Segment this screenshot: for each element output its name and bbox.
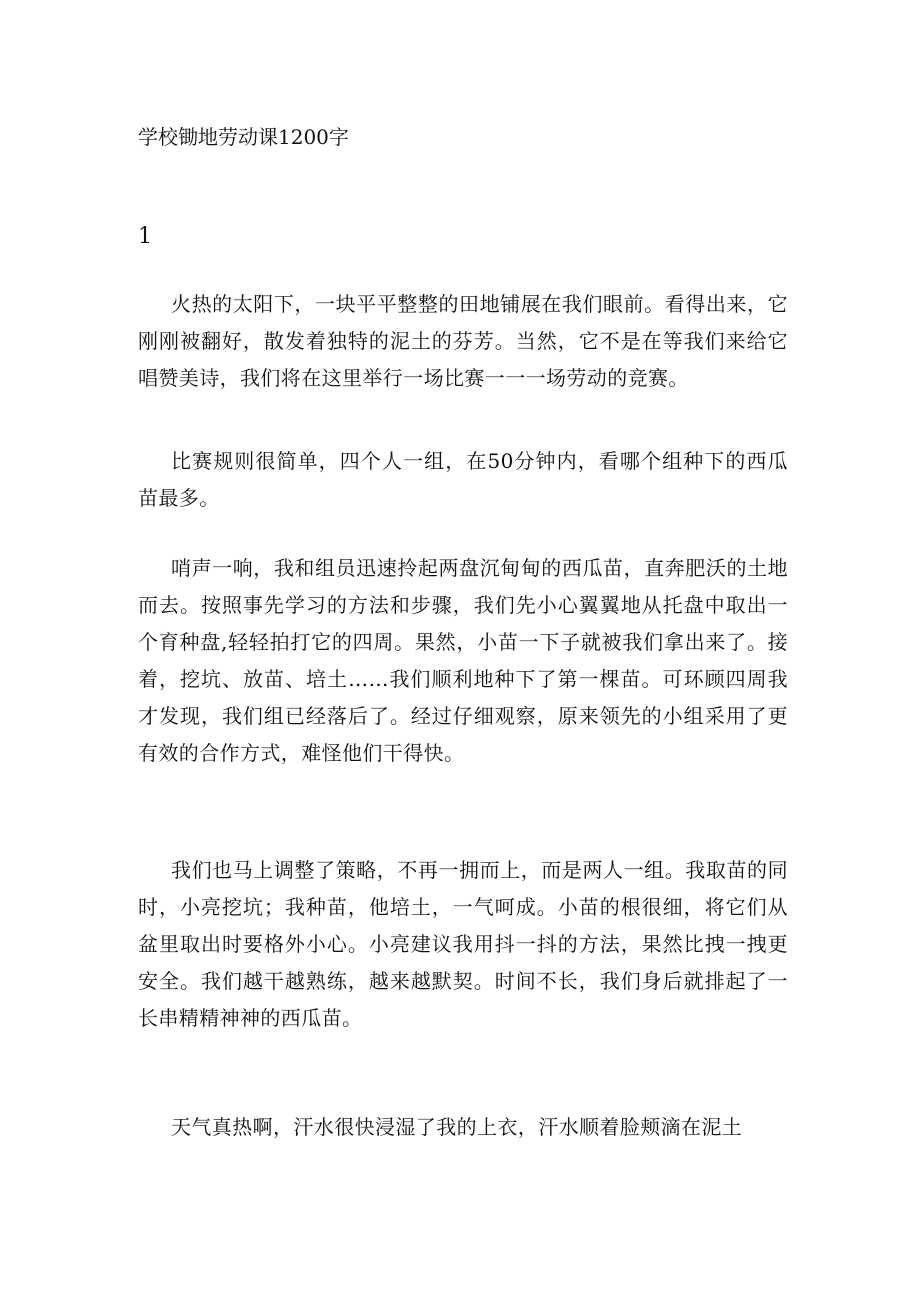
- section-number: 1: [138, 224, 152, 249]
- paragraph: 比赛规则很简单，四个人一组，在50分钟内，看哪个组种下的西瓜苗最多。: [138, 449, 788, 510]
- document-title: 学校锄地劳动课1200字: [138, 125, 349, 149]
- paragraph: 天气真热啊，汗水很快浸湿了我的上衣，汗水顺着脸颊滴在泥土: [171, 1115, 743, 1139]
- paragraph: 哨声一响，我和组员迅速拎起两盘沉甸甸的西瓜苗，直奔肥沃的土地而去。按照事先学习的方法和步骤，我们先小心翼翼地从托盘中取出一个育种盘,轻轻拍打它的四周。果然，小苗一下子就被我们拿出来了。接着，挖坑、放苗、培土……我们顺利地种下了第一棵苗。可环顾四周我才发现，我们组已经落后了。经过仔细观察，原来领先的小组采用了更有效的合作方式，难怪他们干得快。: [138, 556, 788, 765]
- paragraph: 我们也马上调整了策略，不再一拥而上，而是两人一组。我取苗的同时，小亮挖坑；我种苗，他培土，一气呵成。小苗的根很细，将它们从盆里取出时要格外小心。小亮建议我用抖一抖的方法，果然比拽一拽更安全。我们越干越熟练，越来越默契。时间不长，我们身后就排起了一长串精精神神的西瓜苗。: [138, 858, 788, 1030]
- paragraph: 火热的太阳下，一块平平整整的田地铺展在我们眼前。看得出来，它刚刚被翻好，散发着独特的泥土的芬芳。当然，它不是在等我们来给它唱赞美诗，我们将在这里举行一场比赛一一一场劳动的竞赛。: [138, 292, 788, 390]
